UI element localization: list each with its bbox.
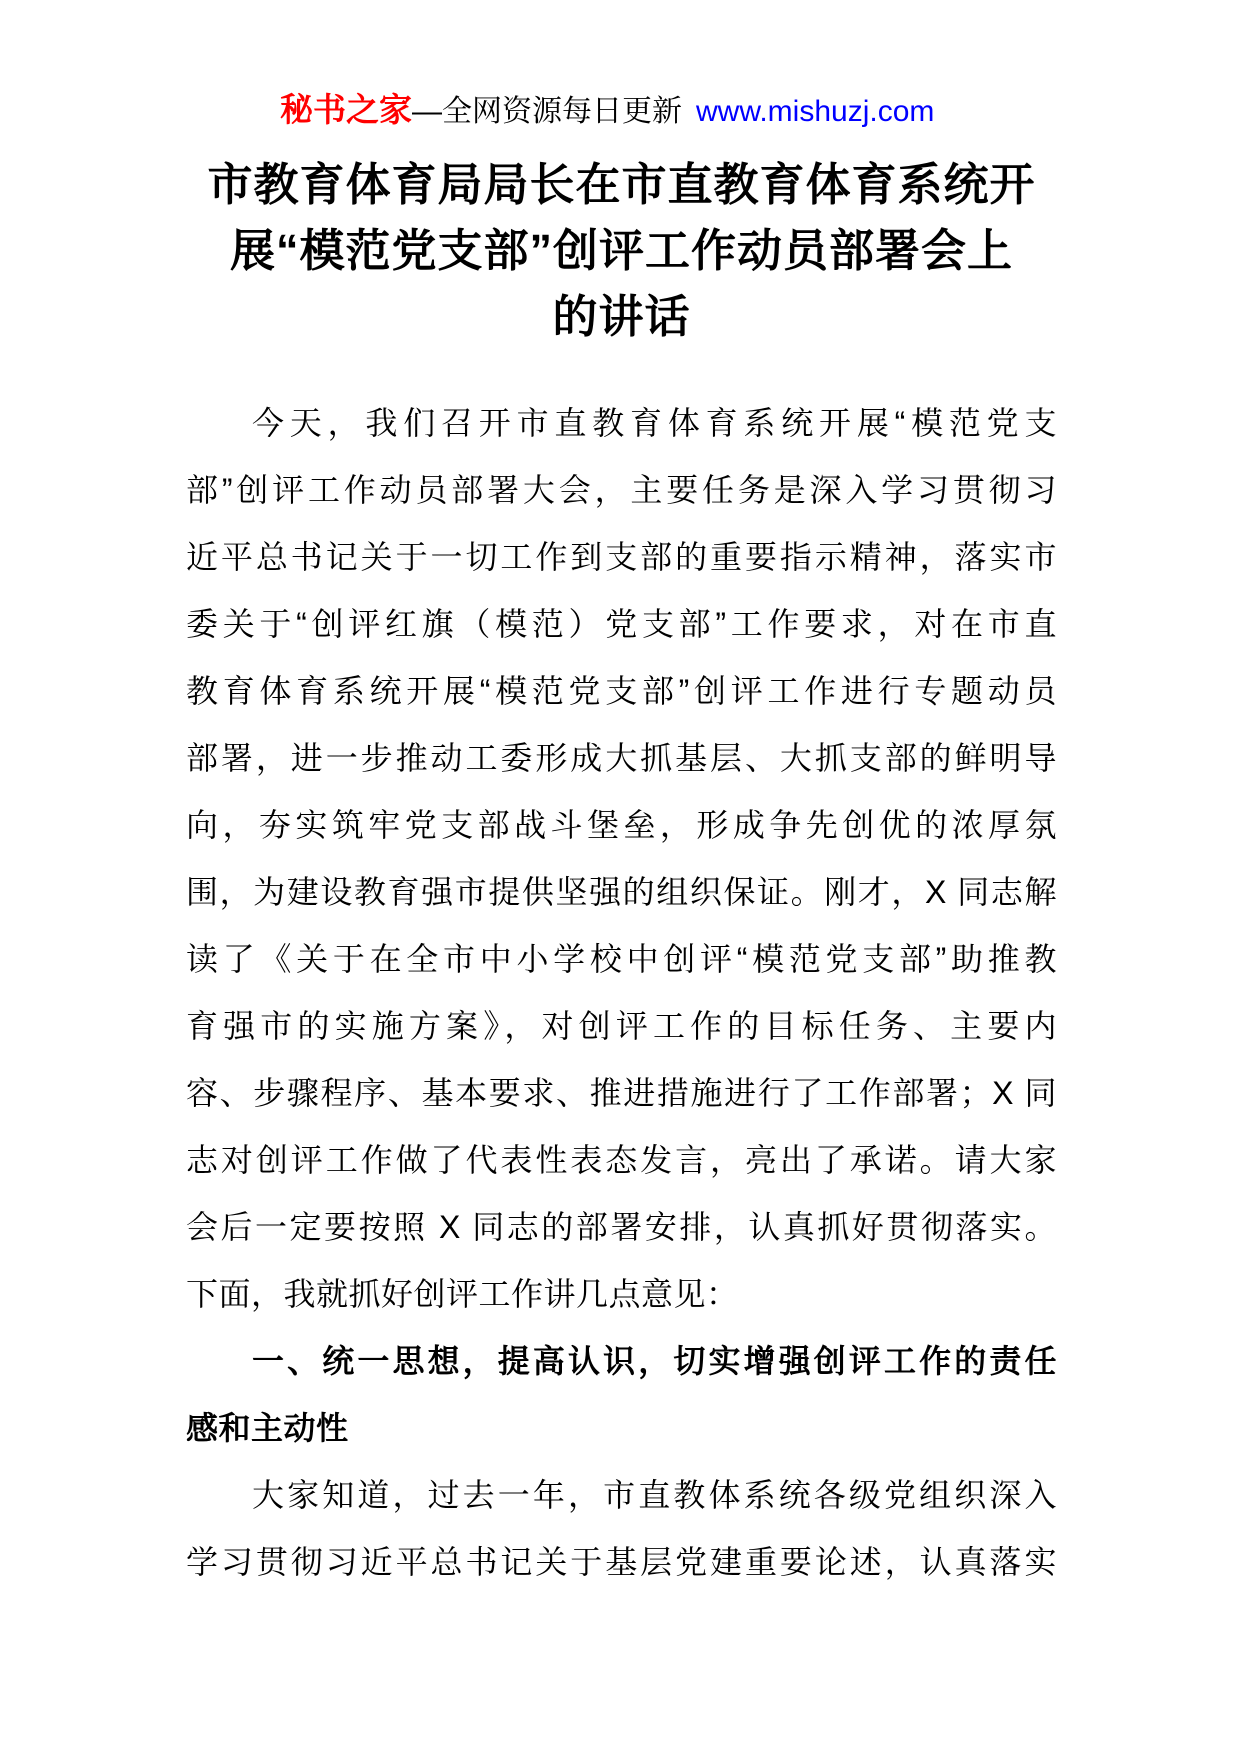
body-line: 下面，我就抓好创评工作讲几点意见： xyxy=(186,1276,739,1312)
body-line: 志对创评工作做了代表性表态发言，亮出了承诺。请大家 xyxy=(186,1142,1057,1178)
body-line: 学习贯彻习近平总书记关于基层党建重要论述，认真落实 xyxy=(186,1544,1057,1580)
body-line: 会后一定要按照 X 同志的部署安排，认真抓好贯彻落实。 xyxy=(186,1209,1057,1245)
section-heading-line: 一、统一思想，提高认识，切实增强创评工作的责任 xyxy=(252,1343,1057,1379)
body-line: 育强市的实施方案》，对创评工作的目标任务、主要内 xyxy=(186,1008,1057,1044)
body-line: 近平总书记关于一切工作到支部的重要指示精神，落实市 xyxy=(186,539,1057,575)
site-header xyxy=(186,90,1057,132)
body-line: 部署，进一步推动工委形成大抓基层、大抓支部的鲜明导 xyxy=(186,740,1057,776)
title-line: 市教育体育局局长在市直教育体育系统开 xyxy=(207,159,1036,210)
site-brand: 秘书之家 xyxy=(280,91,412,128)
site-url-link[interactable]: www.mishuzj.com xyxy=(696,95,935,128)
body-line: 今天，我们召开市直教育体育系统开展“模范党支 xyxy=(252,405,1057,441)
document-body xyxy=(186,390,1057,1596)
title-line: 展“模范党支部”创评工作动员部署会上 xyxy=(229,225,1013,276)
document-title xyxy=(186,152,1057,350)
body-line: 围，为建设教育强市提供坚强的组织保证。刚才，X 同志解 xyxy=(186,874,1057,910)
header-tagline: 全网资源每日更新 xyxy=(442,95,682,128)
body-line: 读了《关于在全市中小学校中创评“模范党支部”助推教 xyxy=(186,941,1057,977)
section-heading-line: 感和主动性 xyxy=(186,1410,349,1446)
header-dash: — xyxy=(412,95,442,128)
body-line: 大家知道，过去一年，市直教体系统各级党组织深入 xyxy=(252,1477,1057,1513)
body-line: 部”创评工作动员部署大会，主要任务是深入学习贯彻习 xyxy=(186,472,1057,508)
body-line: 教育体育系统开展“模范党支部”创评工作进行专题动员 xyxy=(186,673,1057,709)
title-line: 的讲话 xyxy=(552,291,691,342)
body-line: 委关于“创评红旗（模范）党支部”工作要求，对在市直 xyxy=(186,606,1057,642)
body-line: 向，夯实筑牢党支部战斗堡垒，形成争先创优的浓厚氛 xyxy=(186,807,1057,843)
body-line: 容、步骤程序、基本要求、推进措施进行了工作部署；X 同 xyxy=(186,1075,1057,1111)
